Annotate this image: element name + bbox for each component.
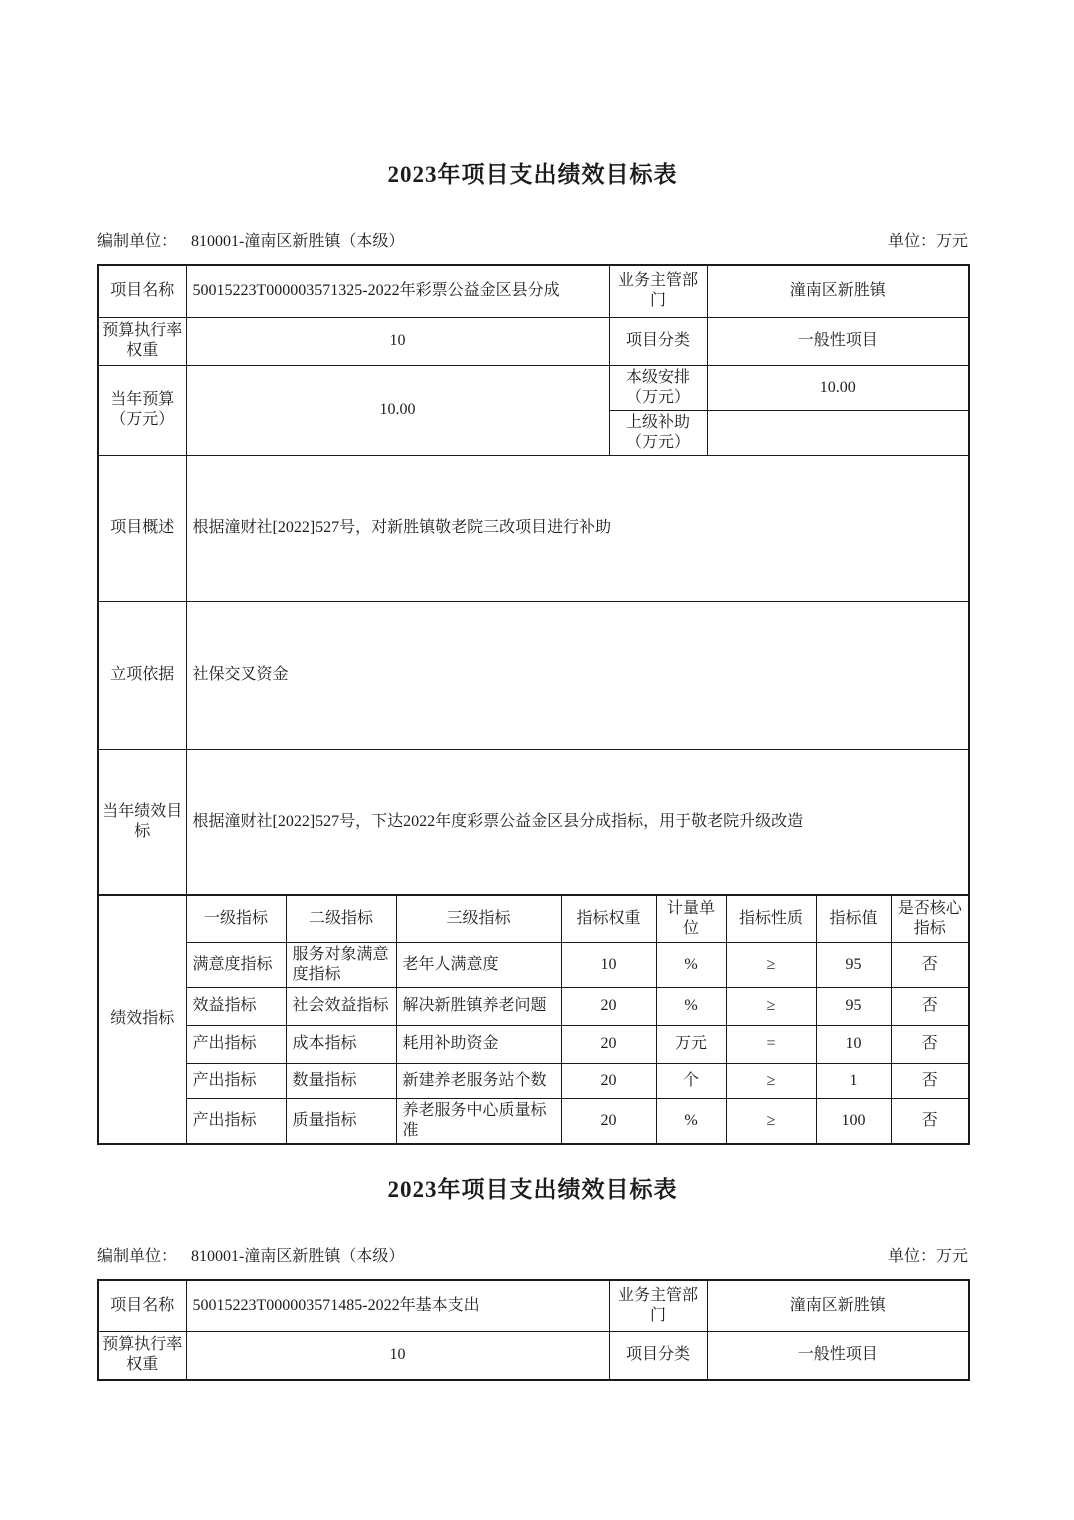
- overview-value: 根据潼财社[2022]527号，对新胜镇敬老院三改项目进行补助: [186, 455, 969, 601]
- category-label: 项目分类: [609, 1332, 707, 1380]
- annual-budget-label: 当年预算（万元）: [98, 365, 186, 455]
- indicator-header-level1: 一级指标: [186, 895, 286, 942]
- indicator-cell: 产出指标: [186, 1098, 286, 1144]
- category-value: 一般性项目: [707, 1332, 969, 1380]
- section2-info-table: [97, 1279, 970, 1381]
- indicator-header-weight: 指标权重: [561, 895, 656, 942]
- indicator-cell-text: 养老服务中心质量标准: [402, 1101, 547, 1139]
- indicator-header-value: 指标值: [816, 895, 891, 942]
- indicator-cell: 产出指标: [186, 1063, 286, 1098]
- section1-info-table: [97, 264, 970, 896]
- project-name-value: 50015223T000003571325-2022年彩票公益金区县分成: [186, 265, 609, 317]
- project-name-label: 项目名称: [98, 265, 186, 317]
- indicator-header-row: [98, 895, 969, 942]
- indicator-cell: 20: [561, 1025, 656, 1063]
- indicator-cell: 20: [561, 1063, 656, 1098]
- indicator-cell: ≥: [726, 942, 816, 987]
- prepared-by-label: 编制单位：: [97, 233, 178, 250]
- section1-indicator-table: [97, 894, 970, 1145]
- indicator-cell: ≥: [726, 987, 816, 1025]
- annual-budget-value: 10.00: [186, 365, 609, 455]
- dept-value: 潼南区新胜镇: [707, 1280, 969, 1332]
- project-name-label: 项目名称: [98, 1280, 186, 1332]
- budget-rate-value: 10: [186, 1332, 609, 1380]
- indicator-cell: 服务对象满意度指标: [286, 942, 396, 987]
- prepared-by-label: 编制单位：: [97, 1247, 178, 1265]
- prepared-by-value: 810001-潼南区新胜镇（本级）: [191, 1247, 405, 1265]
- goal-value: 根据潼财社[2022]527号，下达2022年度彩票公益金区县分成指标，用于敬老院升级改造: [186, 749, 969, 895]
- indicator-cell: 满意度指标: [186, 942, 286, 987]
- indicator-cell: 解决新胜镇养老问题: [396, 987, 561, 1025]
- basis-label: 立项依据: [98, 601, 186, 749]
- indicator-cell: 老年人满意度: [396, 942, 561, 987]
- indicator-cell: 数量指标: [286, 1063, 396, 1098]
- indicator-cell: 否: [891, 987, 969, 1025]
- indicator-row: [98, 1098, 969, 1144]
- unit-label: 单位：万元: [887, 1247, 968, 1265]
- indicator-cell: 否: [891, 1025, 969, 1063]
- indicator-cell: 1: [816, 1063, 891, 1098]
- indicator-cell: ≥: [726, 1063, 816, 1098]
- indicator-cell: 个: [656, 1063, 726, 1098]
- section1-title: 2023年项目支出绩效目标表: [387, 162, 678, 187]
- superior-subsidy-label: 上级补助（万元）: [609, 410, 707, 455]
- indicator-row: [98, 987, 969, 1025]
- table-row: [98, 365, 969, 410]
- indicator-cell: 10: [816, 1025, 891, 1063]
- indicator-cell: %: [656, 942, 726, 987]
- indicator-header-level2: 二级指标: [286, 895, 396, 942]
- table-row: [98, 265, 969, 317]
- indicator-cell: 社会效益指标: [286, 987, 396, 1025]
- indicator-cell: 效益指标: [186, 987, 286, 1025]
- table-row: [98, 749, 969, 895]
- indicator-cell: 100: [816, 1098, 891, 1144]
- basis-value: 社保交叉资金: [186, 601, 969, 749]
- indicator-cell: 新建养老服务站个数: [396, 1063, 561, 1098]
- indicator-cell: 产出指标: [186, 1025, 286, 1063]
- unit-label: 单位：万元: [887, 233, 968, 250]
- section1-meta-line: [97, 232, 968, 252]
- prepared-by: [97, 232, 404, 252]
- indicator-cell: [396, 1098, 561, 1144]
- budget-rate-label: 预算执行率权重: [98, 1332, 186, 1380]
- indicator-cell: %: [656, 1098, 726, 1144]
- prepared-by: [97, 1247, 404, 1267]
- category-value: 一般性项目: [707, 317, 969, 365]
- budget-rate-value: 10: [186, 317, 609, 365]
- indicator-header-level3: 三级指标: [396, 895, 561, 942]
- local-arrangement-label: 本级安排（万元）: [609, 365, 707, 410]
- indicator-cell: 10: [561, 942, 656, 987]
- indicator-cell: 95: [816, 987, 891, 1025]
- dept-label: 业务主管部门: [609, 1280, 707, 1332]
- indicator-cell: 质量指标: [286, 1098, 396, 1144]
- superior-subsidy-value: [707, 410, 969, 455]
- indicator-row: [98, 1063, 969, 1098]
- section2-meta-line: [97, 1247, 968, 1267]
- local-arrangement-value: 10.00: [707, 365, 969, 410]
- overview-label: 项目概述: [98, 455, 186, 601]
- table-row: [98, 601, 969, 749]
- indicator-cell: ≥: [726, 1098, 816, 1144]
- indicator-row: [98, 1025, 969, 1063]
- table-row: [98, 1332, 969, 1380]
- category-label: 项目分类: [609, 317, 707, 365]
- indicator-header-nature: 指标性质: [726, 895, 816, 942]
- table-row: [98, 317, 969, 365]
- indicator-header-unit: 计量单位: [656, 895, 726, 942]
- budget-rate-label: 预算执行率权重: [98, 317, 186, 365]
- goal-label: 当年绩效目标: [98, 749, 186, 895]
- indicator-header-core: 是否核心指标: [891, 895, 969, 942]
- indicator-cell: 95: [816, 942, 891, 987]
- indicator-cell: %: [656, 987, 726, 1025]
- table-row: [98, 1280, 969, 1332]
- indicator-cell: 否: [891, 1098, 969, 1144]
- indicator-cell: 万元: [656, 1025, 726, 1063]
- indicator-cell: 否: [891, 1063, 969, 1098]
- indicator-cell: 20: [561, 1098, 656, 1144]
- indicator-group-label: 绩效指标: [98, 895, 186, 1144]
- dept-label: 业务主管部门: [609, 265, 707, 317]
- section2-title: 2023年项目支出绩效目标表: [387, 1176, 678, 1202]
- project-name-value: 50015223T000003571485-2022年基本支出: [186, 1280, 609, 1332]
- indicator-row: [98, 942, 969, 987]
- indicator-cell: =: [726, 1025, 816, 1063]
- indicator-cell: 成本指标: [286, 1025, 396, 1063]
- prepared-by-value: 810001-潼南区新胜镇（本级）: [191, 233, 405, 250]
- dept-value: 潼南区新胜镇: [707, 265, 969, 317]
- indicator-cell: 否: [891, 942, 969, 987]
- table-row: [98, 455, 969, 601]
- indicator-cell: 耗用补助资金: [396, 1025, 561, 1063]
- indicator-cell: 20: [561, 987, 656, 1025]
